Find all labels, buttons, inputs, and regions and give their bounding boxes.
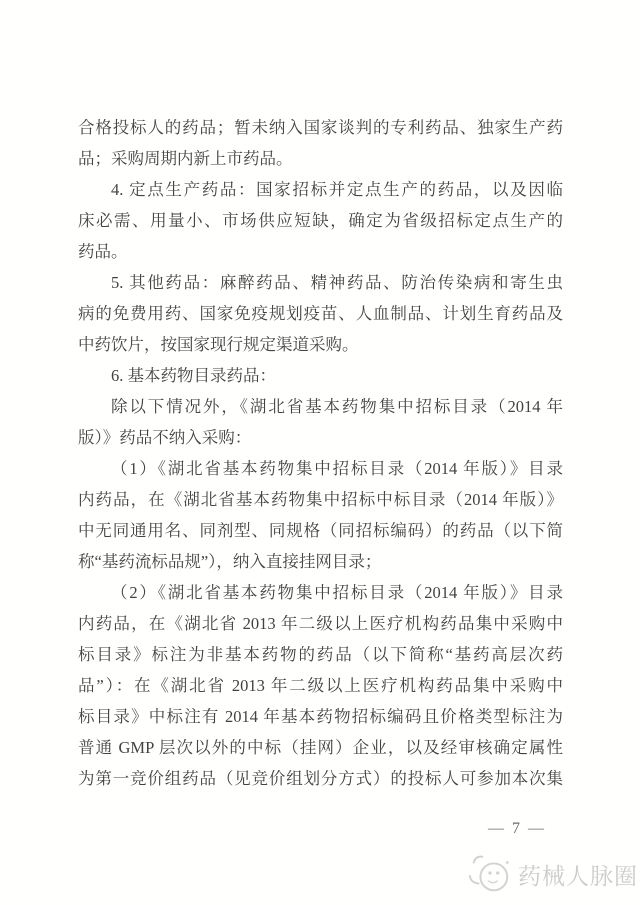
document-line: 内药品，在《湖北省 2013 年二级以上医疗机构药品集中采购中 <box>78 614 563 633</box>
document-line: （2）《湖北省基本药物集中招标目录（2014 年版）》目录 <box>111 583 563 602</box>
document-line: 6. 基本药物目录药品： <box>111 366 276 385</box>
document-line: 中药饮片，按国家现行规定渠道采购。 <box>78 335 359 354</box>
document-line: 4. 定点生产药品：国家招标并定点生产的药品，以及因临 <box>111 180 563 199</box>
watermark-label: 药械人脉圈 <box>518 862 638 889</box>
document-line: 5. 其他药品：麻醉药品、精神药品、防治传染病和寄生虫 <box>111 273 563 292</box>
document-line: 床必需、用量小、市场供应短缺，确定为省级招标定点生产的 <box>78 211 563 230</box>
document-line: 品；采购周期内新上市药品。 <box>78 149 293 168</box>
document-line: 版）》药品不纳入采购： <box>78 428 252 447</box>
document-line: 称“基药流标品规”），纳入直接挂网目录； <box>78 552 382 571</box>
document-line: 为第一竞价组药品（见竞价组划分方式）的投标人可参加本次集 <box>78 769 563 788</box>
watermark <box>466 851 638 897</box>
document-line: （1）《湖北省基本药物集中招标目录（2014 年版）》目录 <box>111 459 563 478</box>
document-line: 除以下情况外，《湖北省基本药物集中招标目录（2014 年 <box>111 397 563 416</box>
document-line: 标目录》中标注有 2014 年基本药物招标编码且价格类型标注为 <box>78 707 563 726</box>
document-line: 标目录》标注为非基本药物的药品（以下简称“基药高层次药 <box>78 645 563 664</box>
document-line: 普通 GMP 层次以外的中标（挂网）企业，以及经审核确定属性 <box>78 738 563 757</box>
document-line: 中无同通用名、同剂型、同规格（同招标编码）的药品（以下简 <box>78 521 563 540</box>
document-line: 病的免费用药、国家免疫规划疫苗、人血制品、计划生育药品及 <box>78 304 563 323</box>
page-number: — 7 — <box>488 820 546 837</box>
wechat-mascot-icon <box>466 851 514 897</box>
document-line: 品”）：在《湖北省 2013 年二级以上医疗机构药品集中采购中 <box>78 676 563 695</box>
document-line: 合格投标人的药品；暂未纳入国家谈判的专利药品、独家生产药 <box>78 118 563 137</box>
document-body <box>78 112 563 794</box>
document-line: 内药品，在《湖北省基本药物集中招标中标目录（2014 年版）》 <box>78 490 563 509</box>
document-line: 药品。 <box>78 242 128 261</box>
